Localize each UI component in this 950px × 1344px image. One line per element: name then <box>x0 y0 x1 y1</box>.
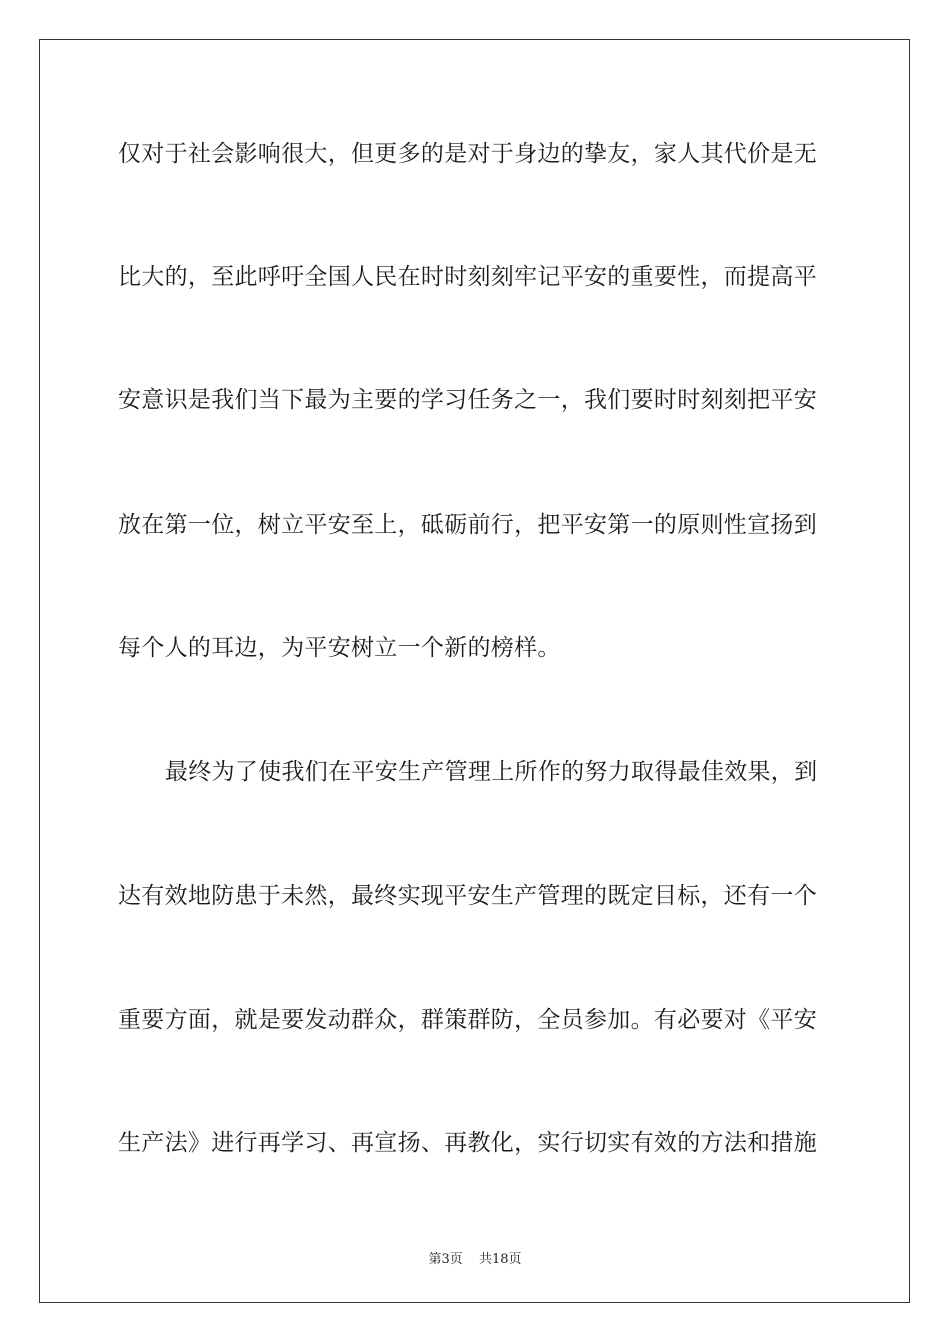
total-pages: 共18页 <box>478 1252 522 1267</box>
body-text-line-7: 达有效地防患于未然，最终实现平安生产管理的既定目标，还有一个 <box>118 883 817 909</box>
page-border <box>39 39 910 1303</box>
body-text-line-5: 每个人的耳边，为平安树立一个新的榜样。 <box>118 635 561 661</box>
body-text-line-6: 最终为了使我们在平安生产管理上所作的努力取得最佳效果，到 <box>165 759 818 785</box>
body-text-line-4: 放在第一位，树立平安至上，砥砺前行，把平安第一的原则性宣扬到 <box>118 512 817 538</box>
body-text-line-3: 安意识是我们当下最为主要的学习任务之一，我们要时时刻刻把平安 <box>118 387 817 413</box>
body-text-line-2: 比大的，至此呼吁全国人民在时时刻刻牢记平安的重要性，而提高平 <box>118 264 817 290</box>
body-text-line-8: 重要方面，就是要发动群众，群策群防，全员参加。有必要对《平安 <box>118 1007 817 1033</box>
body-text-line-9: 生产法》进行再学习、再宣扬、再教化，实行切实有效的方法和措施 <box>118 1130 817 1156</box>
body-text-line-1: 仅对于社会影响很大，但更多的是对于身边的挚友，家人其代价是无 <box>118 141 817 167</box>
page-footer <box>0 1248 950 1267</box>
page-number: 第3页 <box>428 1252 463 1267</box>
